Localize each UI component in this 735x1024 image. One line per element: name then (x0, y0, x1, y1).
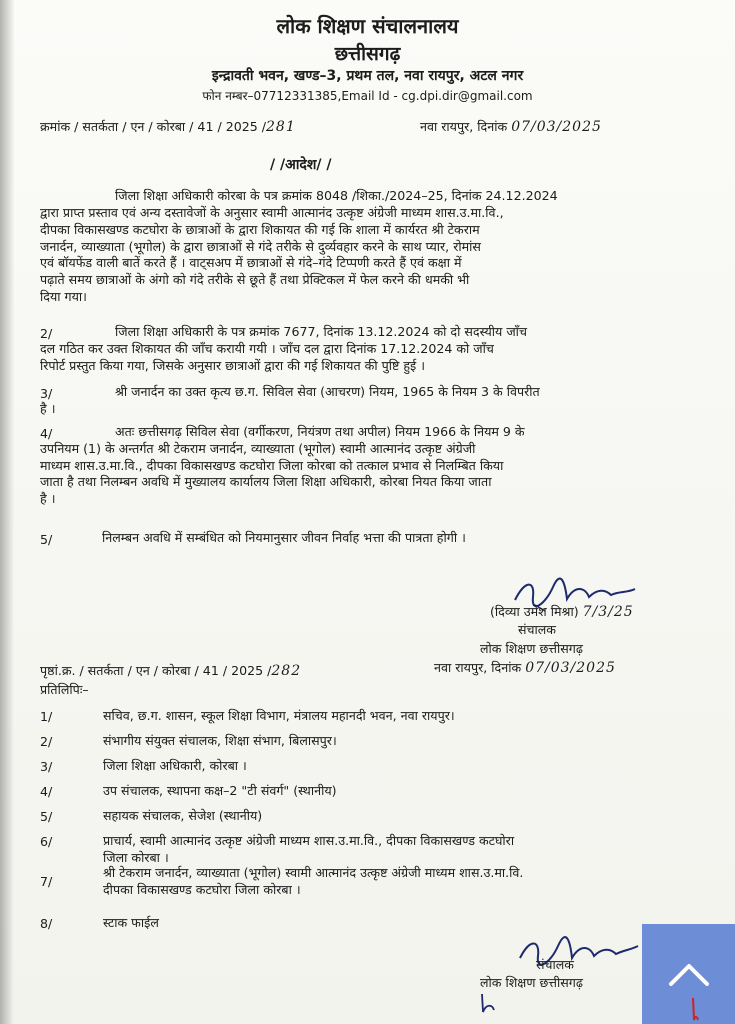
scan-shadow-edge (0, 0, 14, 1024)
paragraph-line: एवं बॉयफेंड वाली बातें करते हैं । वाट्सअप में छात्राओं से गंदे–गंदे टिप्पणी करते हैं एवं कक्षा में (40, 255, 462, 271)
cc-item-number: 6/ (40, 834, 53, 849)
cc-item-number: 2/ (40, 734, 53, 749)
endorsement-date-handwritten: 07/03/2025 (525, 660, 616, 676)
cc-item (103, 864, 523, 898)
signatory-2-designation: संचालक (536, 957, 574, 972)
cc-line: जिला कोरबा । (103, 850, 169, 865)
header-address: इन्द्रावती भवन, खण्ड–3, प्रथम तल, नवा रायपुर, अटल नगर (211, 68, 524, 84)
paragraph-line: निलम्बन अवधि में सम्बंधित को नियमानुसार जीवन निर्वाह भत्ता की पात्रता होगी । (102, 530, 466, 545)
paragraph-line: उपनियम (1) के अन्तर्गत श्री टेकराम जनार्दन, व्याख्याता (भूगोल) स्वामी आत्मानंद उत्कृष्ट अंग्रेजी (40, 440, 476, 456)
ref-number: क्रमांक / सतर्कता / एन / कोरबा / 41 / 2025 /281 (40, 119, 296, 135)
paragraph-line: जनार्दन, व्याख्याता (भूगोल) के द्वारा छात्राओं से गंदे तरीके से दुर्व्यवहार करने के साथ प्यार, रोमांस (40, 238, 481, 254)
paragraph-number: 5/ (40, 532, 53, 547)
initial-mark (478, 992, 498, 1014)
scroll-to-top-button[interactable] (642, 924, 735, 1024)
paragraph-4 (40, 424, 680, 508)
ref-place-date: नवा रायपुर, दिनांक 07/03/2025 (420, 119, 602, 135)
paragraph-line: जिला शिक्षा अधिकारी कोरबा के पत्र क्रमांक 8048 /शिका./2024–25, दिनांक 24.12.2024 (115, 188, 558, 203)
paragraph-number: 4/ (40, 426, 53, 441)
paragraph-line: है । (40, 400, 56, 416)
paragraph-line: माध्यम शास.उ.मा.वि., दीपका विकासखण्ड कटघोरा जिला कोरबा को तत्काल प्रभाव से निलम्बित किया (40, 457, 504, 473)
cc-item: जिला शिक्षा अधिकारी, कोरबा । (103, 758, 247, 773)
paragraph-number: 2/ (40, 326, 53, 341)
cc-item-number: 5/ (40, 809, 53, 824)
cc-item-number: 8/ (40, 916, 53, 931)
cc-item: संभागीय संयुक्त संचालक, शिक्षा संभाग, बिलासपुर। (103, 733, 337, 748)
cc-item-number: 7/ (40, 874, 53, 889)
order-title: / /आदेश/ / (270, 157, 332, 173)
cc-item-number: 3/ (40, 759, 53, 774)
cc-item: सहायक संचालक, सेजेश (स्थानीय) (103, 808, 263, 823)
endorsement-place-date: नवा रायपुर, दिनांक 07/03/2025 (434, 660, 616, 676)
header-state-name: छत्तीसगढ़ (334, 43, 401, 65)
paragraph-line: अतः छत्तीसगढ़ सिविल सेवा (वर्गीकरण, नियंत्रण तथा अपील) नियम 1966 के नियम 9 के (115, 424, 525, 439)
paragraph-number: 3/ (40, 386, 53, 401)
endorsement-number: पृष्ठां.क्र. / सतर्कता / एन / कोरबा / 41 / 2025 /282 (40, 663, 302, 679)
ref-date-handwritten: 07/03/2025 (511, 119, 602, 135)
paragraph-2 (40, 324, 680, 374)
ref-number-handwritten: 281 (266, 119, 296, 135)
paragraph-line: द्वारा प्राप्त प्रस्ताव एवं अन्य दस्तावेजों के अनुसार स्वामी आत्मानंद उत्कृष्ट अंग्रेजी माध्यम शास.उ.मा.वि., (40, 205, 504, 220)
signatory-name: (दिव्या उमेश मिश्रा) 7/3/25 (490, 604, 634, 620)
paragraph-line: दल गठित कर उक्त शिकायत की जाँच करायी गयी । जाँच दल द्वारा दिनांक 17.12.2024 को जाँच (40, 340, 494, 356)
paragraph-line: दिया गया। (40, 288, 87, 304)
cc-line: श्री टेकराम जनार्दन, व्याख्याता (भूगोल) स्वामी आत्मानंद उत्कृष्ट अंग्रेजी माध्यम शास.उ.मा.वि. (103, 865, 524, 880)
signatory-designation: संचालक (518, 622, 556, 637)
paragraph-5 (40, 530, 680, 547)
paragraph-3 (40, 384, 680, 418)
paragraph-line: श्री जनार्दन का उक्त कृत्य छ.ग. सिविल सेवा (आचरण) नियम, 1965 के नियम 3 के विपरीत (115, 384, 540, 399)
director-signature-2 (512, 930, 642, 976)
copy-label: प्रतिलिपिः– (40, 682, 89, 697)
cc-item (103, 832, 514, 866)
signature-date-handwritten: 7/3/25 (582, 604, 634, 620)
signatory-2-office: लोक शिक्षण छत्तीसगढ़ (480, 975, 583, 990)
paragraph-line: जाता है तथा निलम्बन अवधि में मुख्यालय कार्यालय जिला शिक्षा अधिकारी, कोरबा नियत किया जाता (40, 474, 492, 490)
cc-item-number: 1/ (40, 709, 53, 724)
paragraph-1-body (40, 205, 680, 306)
cc-line: दीपका विकासखण्ड कटघोरा जिला कोरबा । (103, 882, 301, 897)
header-office-name: लोक शिक्षण संचालनालय (276, 14, 459, 38)
endorsement-number-handwritten: 282 (271, 663, 302, 679)
chevron-up-icon (667, 960, 711, 988)
cc-line: प्राचार्य, स्वामी आत्मानंद उत्कृष्ट अंग्रेजी माध्यम शास.उ.मा.वि., दीपका विकासखण्ड कटघोरा (103, 833, 515, 848)
paragraph-line: पढ़ाते समय छात्राओं के अंगो को गंदे तरीके से छूते हैं तथा प्रेक्टिकल में फेल करने की धमकी भी (40, 272, 470, 288)
paragraph-line: जिला शिक्षा अधिकारी के पत्र क्रमांक 7677, दिनांक 13.12.2024 को दो सदस्यीय जाँच (115, 324, 527, 339)
cc-item: सचिव, छ.ग. शासन, स्कूल शिक्षा विभाग, मंत्रालय महानदी भवन, नवा रायपुर। (103, 708, 455, 723)
header-contact: फोन नम्बर–07712331385,Email Id - cg.dpi.dir@gmail.com (202, 89, 533, 103)
signatory-office: लोक शिक्षण छत्तीसगढ़ (480, 641, 583, 656)
paragraph-line: दीपका विकासखण्ड कटघोरा के छात्राओं के द्वारा शिकायत की गई कि शाला में कार्यरत श्री टेकराम (40, 221, 480, 237)
paragraph-line: रिपोर्ट प्रस्तुत किया गया, जिसके अनुसार छात्राओं द्वारा की गई शिकायत की पुष्टि हुई । (40, 357, 426, 373)
cc-item: स्टाक फाईल (103, 915, 159, 930)
overlay-mark-icon (690, 998, 700, 1024)
paragraph-1 (75, 188, 675, 205)
cc-item: उप संचालक, स्थापना कक्ष–2 "टी संवर्ग" (स्थानीय) (103, 783, 337, 798)
paragraph-line: है । (40, 491, 56, 507)
cc-item-number: 4/ (40, 784, 53, 799)
